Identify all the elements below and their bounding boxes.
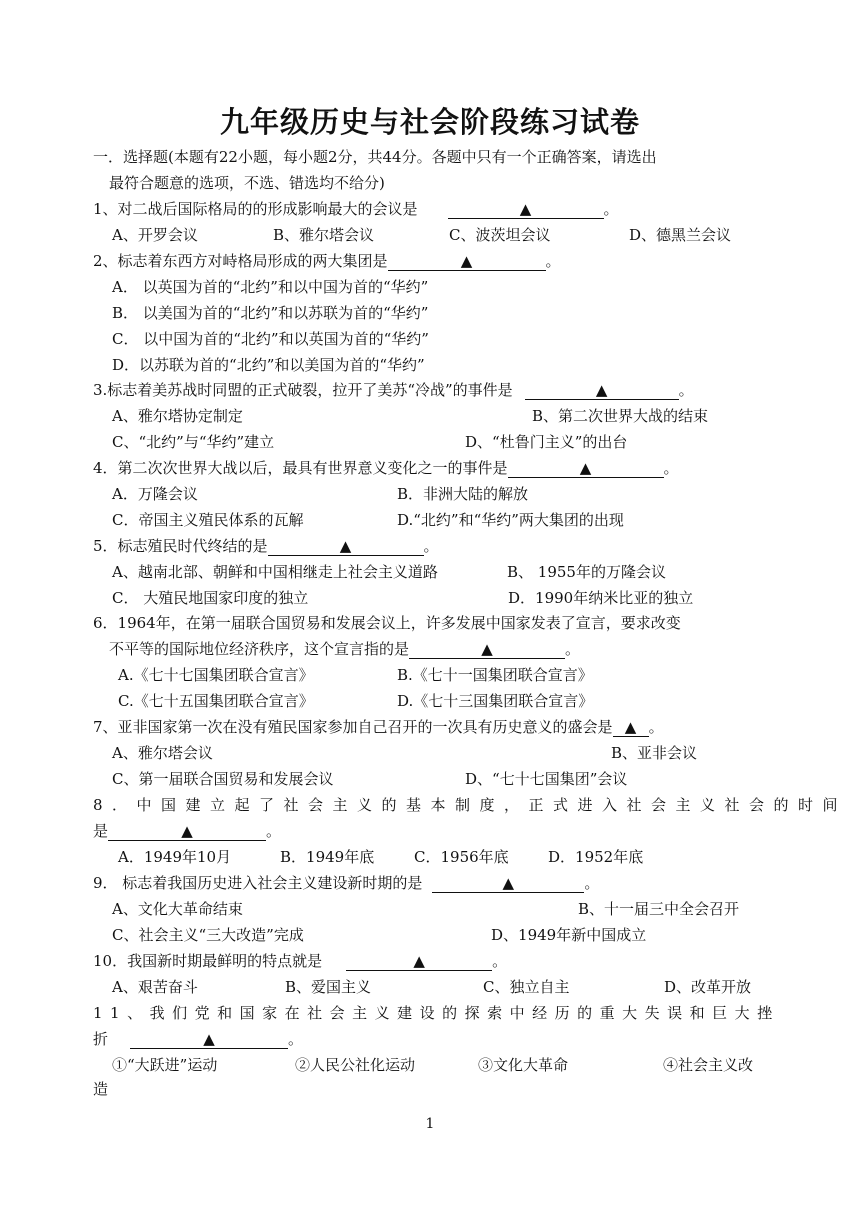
question-stem: 5．标志殖民时代终结的是 — [93, 537, 268, 555]
option-c: C．帝国主义殖民体系的瓦解 — [112, 511, 304, 529]
question-stem-continued: 是 — [93, 822, 109, 840]
option-d: D、德黑兰会议 — [629, 226, 732, 244]
option-a: A、艰苦奋斗 — [112, 978, 198, 996]
triangle-marker: ▲ — [519, 200, 532, 218]
answer-blank[interactable] — [613, 718, 649, 737]
option-c: C、社会主义“三大改造”完成 — [112, 926, 304, 944]
question-stem: 2、标志着东西方对峙格局形成的两大集团是 — [93, 252, 388, 270]
option-d: D.《七十三国集团联合宣言》 — [397, 692, 594, 710]
question-8-line-2 — [93, 820, 281, 842]
triangle-marker: ▲ — [502, 874, 515, 892]
option-4-continued: 造 — [93, 1080, 109, 1098]
option-a: A、开罗会议 — [112, 226, 198, 244]
question-4 — [93, 457, 679, 479]
section-instructions-line-1: 一．选择题(本题有22小题，每小题2分，共44分。各题中只有一个正确答案，请选出 — [93, 148, 657, 166]
question-2 — [93, 250, 561, 272]
option-d: D、改革开放 — [664, 978, 752, 996]
question-stem: 9． 标志着我国历史进入社会主义建设新时期的是 — [93, 874, 423, 892]
stem-end: 。 — [545, 252, 561, 270]
option-d: D．1952年底 — [548, 848, 644, 866]
question-stem-continued: 不平等的国际地位经济秩序，这个宣言指的是 — [109, 640, 410, 658]
stem-end: 。 — [648, 718, 664, 736]
option-a: A.《七十七国集团联合宣言》 — [118, 666, 314, 684]
option-b: B.《七十一国集团联合宣言》 — [397, 666, 593, 684]
stem-end: 。 — [584, 874, 600, 892]
triangle-marker: ▲ — [595, 381, 608, 399]
option-d: D、“七十七国集团”会议 — [465, 770, 628, 788]
option-d: D.“北约”和“华约”两大集团的出现 — [397, 511, 624, 529]
option-b: B． 以美国为首的“北约”和以苏联为首的“华约” — [112, 304, 429, 322]
triangle-marker: ▲ — [579, 459, 592, 477]
question-stem-continued: 折 — [93, 1030, 109, 1048]
stem-end: 。 — [288, 1030, 304, 1048]
option-b: B、第二次世界大战的结束 — [532, 407, 709, 425]
option-b: B、雅尔塔会议 — [273, 226, 375, 244]
triangle-marker: ▲ — [481, 640, 493, 658]
stem-end: 。 — [603, 200, 619, 218]
option-c: C． 大殖民地国家印度的独立 — [112, 589, 309, 607]
option-c: C.《七十五国集团联合宣言》 — [118, 692, 314, 710]
answer-blank[interactable] — [448, 200, 604, 219]
question-3 — [93, 379, 694, 401]
option-b: B．非洲大陆的解放 — [397, 485, 529, 503]
option-2: ②人民公社化运动 — [295, 1056, 416, 1074]
stem-end: 。 — [565, 640, 581, 658]
option-a: A．万隆会议 — [112, 485, 198, 503]
option-4: ④社会主义改 — [663, 1056, 754, 1074]
triangle-marker: ▲ — [203, 1030, 215, 1048]
option-c: C、独立自主 — [483, 978, 570, 996]
section-instructions-line-2: 最符合题意的选项，不选、错选均不给分) — [109, 174, 385, 192]
option-b: B、 1955年的万隆会议 — [507, 563, 666, 581]
option-a: A、雅尔塔协定制定 — [112, 407, 243, 425]
answer-blank[interactable] — [409, 640, 565, 659]
answer-blank[interactable] — [130, 1030, 288, 1049]
answer-blank[interactable] — [508, 459, 664, 478]
option-d: D．以苏联为首的“北约”和以美国为首的“华约” — [112, 356, 425, 374]
answer-blank[interactable] — [525, 381, 679, 400]
question-stem: 7、亚非国家第一次在没有殖民国家参加自己召开的一次具有历史意义的盛会是 — [93, 718, 613, 736]
question-5 — [93, 535, 439, 557]
question-stem: 10．我国新时期最鲜明的特点就是 — [93, 952, 323, 970]
answer-blank[interactable] — [432, 874, 584, 893]
triangle-marker: ▲ — [413, 952, 425, 970]
option-d: D、“杜鲁门主义”的出台 — [465, 433, 628, 451]
question-1 — [93, 198, 619, 220]
answer-blank[interactable] — [268, 537, 424, 556]
question-11: 11、我们党和国家在社会主义建设的探索中经历的重大失误和巨大挫 — [93, 1004, 780, 1022]
stem-end: 。 — [423, 537, 439, 555]
triangle-marker: ▲ — [460, 252, 473, 270]
triangle-marker: ▲ — [181, 822, 193, 840]
option-3: ③文化大革命 — [478, 1056, 569, 1074]
page-title: 九年级历史与社会阶段练习试卷 — [219, 105, 640, 139]
answer-blank[interactable] — [108, 822, 266, 841]
stem-end: 。 — [663, 459, 679, 477]
question-10 — [93, 950, 507, 972]
question-6: 6．1964年，在第一届联合国贸易和发展会议上，许多发展中国家发表了宣言，要求改变 — [93, 614, 681, 632]
triangle-marker: ▲ — [624, 718, 637, 736]
option-d: D．1990年纳米比亚的独立 — [508, 589, 694, 607]
question-9 — [93, 872, 599, 894]
question-7 — [93, 716, 664, 738]
option-a: A、越南北部、朝鲜和中国相继走上社会主义道路 — [112, 563, 438, 581]
option-c: C、第一届联合国贸易和发展会议 — [112, 770, 334, 788]
question-stem: 1、对二战后国际格局的的形成影响最大的会议是 — [93, 200, 418, 218]
option-b: B．1949年底 — [280, 848, 375, 866]
option-b: B、爱国主义 — [285, 978, 372, 996]
triangle-marker: ▲ — [339, 537, 352, 555]
option-c: C、波茨坦会议 — [449, 226, 551, 244]
stem-end: 。 — [266, 822, 282, 840]
option-a: A、文化大革命结束 — [112, 900, 243, 918]
page-number: 1 — [425, 1116, 435, 1132]
option-a: A． 以英国为首的“北约”和以中国为首的“华约” — [112, 278, 429, 296]
question-stem: 3.标志着美苏战时同盟的正式破裂，拉开了美苏“冷战”的事件是 — [93, 381, 513, 399]
question-8: 8．中国建立起了社会主义的基本制度，正式进入社会主义社会的时间 — [93, 796, 848, 814]
question-11-line-2 — [93, 1028, 303, 1050]
option-b: B、十一届三中全会召开 — [578, 900, 740, 918]
stem-end: 。 — [492, 952, 508, 970]
option-a: A、雅尔塔会议 — [112, 744, 213, 762]
option-c: C． 以中国为首的“北约”和以英国为首的“华约” — [112, 330, 429, 348]
option-d: D、1949年新中国成立 — [491, 926, 647, 944]
option-b: B、亚非会议 — [611, 744, 698, 762]
option-c: C、“北约”与“华约”建立 — [112, 433, 275, 451]
question-6-line-2 — [109, 638, 580, 660]
answer-blank[interactable] — [388, 252, 546, 271]
stem-end: 。 — [678, 381, 694, 399]
question-stem: 4．第二次次世界大战以后，最具有世界意义变化之一的事件是 — [93, 459, 508, 477]
answer-blank[interactable] — [346, 952, 492, 971]
option-1: ①“大跃进”运动 — [112, 1056, 218, 1074]
option-a: A．1949年10月 — [118, 848, 232, 866]
option-c: C．1956年底 — [414, 848, 509, 866]
